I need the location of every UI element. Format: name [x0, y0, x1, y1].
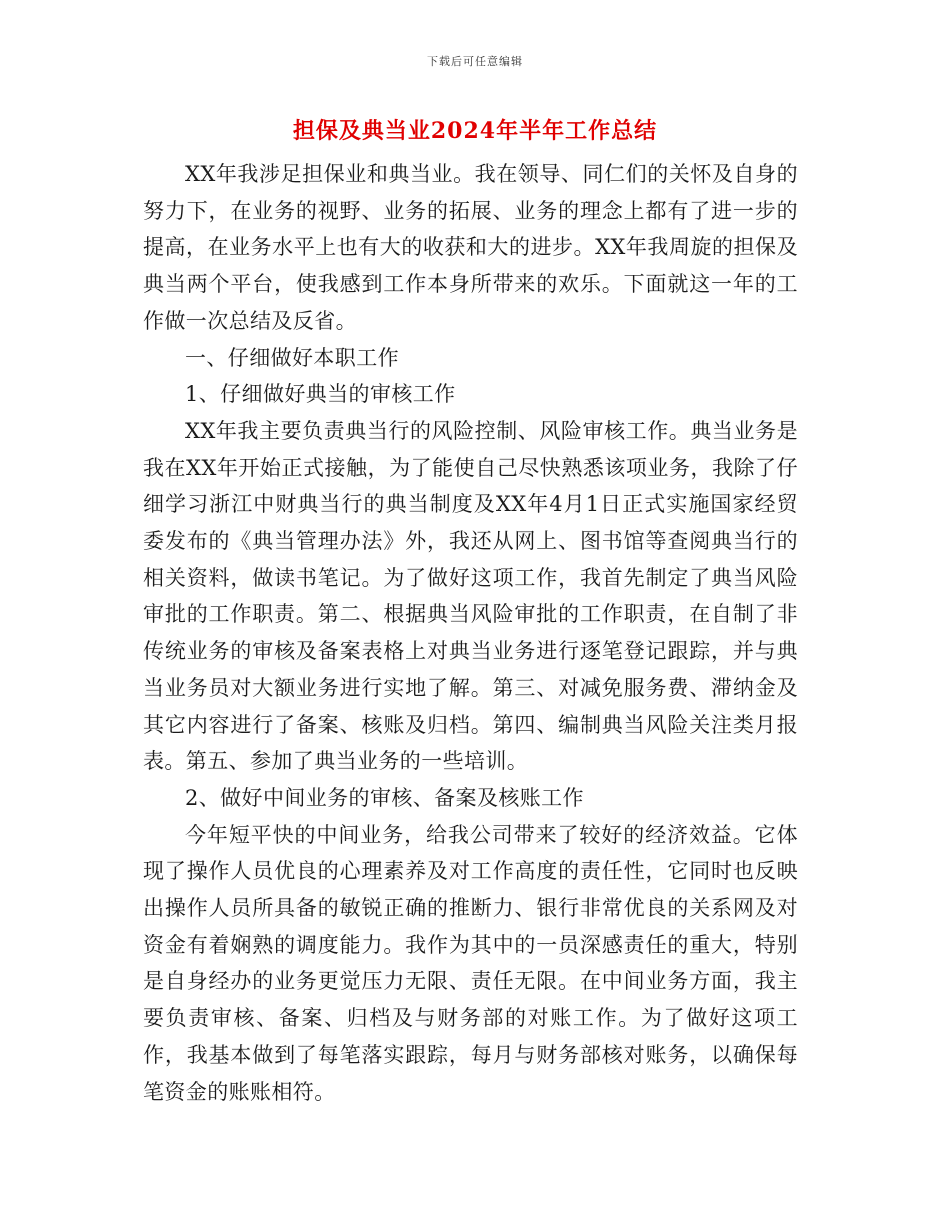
document-body — [143, 156, 798, 1110]
section-heading-1: 一、仔细做好本职工作 — [185, 345, 399, 370]
paragraph-intro: XX年我涉足担保业和典当业。我在领导、同仁们的关怀及自身的努力下，在业务的视野、业务的拓展、业务的理念上都有了进一步的提高，在业务水平上也有大的收获和大的进步。XX年我周旋的担保及典当两个平台，使我感到工作本身所带来的欢乐。下面就这一年的工作做一次总结及反省。 — [143, 162, 798, 333]
subsection-heading-2: 2、做好中间业务的审核、备案及核账工作 — [185, 785, 584, 810]
document-title: 担保及典当业2024年半年工作总结 — [292, 118, 658, 144]
paragraph-pawn-review: XX年我主要负责典当行的风险控制、风险审核工作。典当业务是我在XX年开始正式接触，为了能使自己尽快熟悉该项业务，我除了仔细学习浙江中财典当行的典当制度及XX年4月1日正式实施国家经贸委发布的《典当管理办法》外，我还从网上、图书馆等查阅典当行的相关资料，做读书笔记。为了做好这项工作，我首先制定了典当风险审批的工作职责。第二、根据典当风险审批的工作职责，在自制了非传统业务的审核及备案表格上对典当业务进行逐笔登记跟踪，并与典当业务员对大额业务进行实地了解。第三、对减免服务费、滞纳金及其它内容进行了备案、核账及归档。第四、编制典当风险关注类月报表。第五、参加了典当业务的一些培训。 — [143, 418, 798, 774]
paragraph-intermediary-business: 今年短平快的中间业务，给我公司带来了较好的经济效益。它体现了操作人员优良的心理素养及对工作高度的责任性，它同时也反映出操作人员所具备的敏锐正确的推断力、银行非常优良的关系网及对资金有着娴熟的调度能力。我作为其中的一员深感责任的重大，特别是自身经办的业务更觉压力无限、责任无限。在中间业务方面，我主要负责审核、备案、归档及与财务部的对账工作。为了做好这项工作，我基本做到了每笔落实跟踪，每月与财务部核对账务，以确保每笔资金的账账相符。 — [143, 822, 798, 1104]
header-note: 下载后可任意编辑 — [427, 55, 523, 68]
subsection-heading-1: 1、仔细做好典当的审核工作 — [185, 382, 456, 407]
